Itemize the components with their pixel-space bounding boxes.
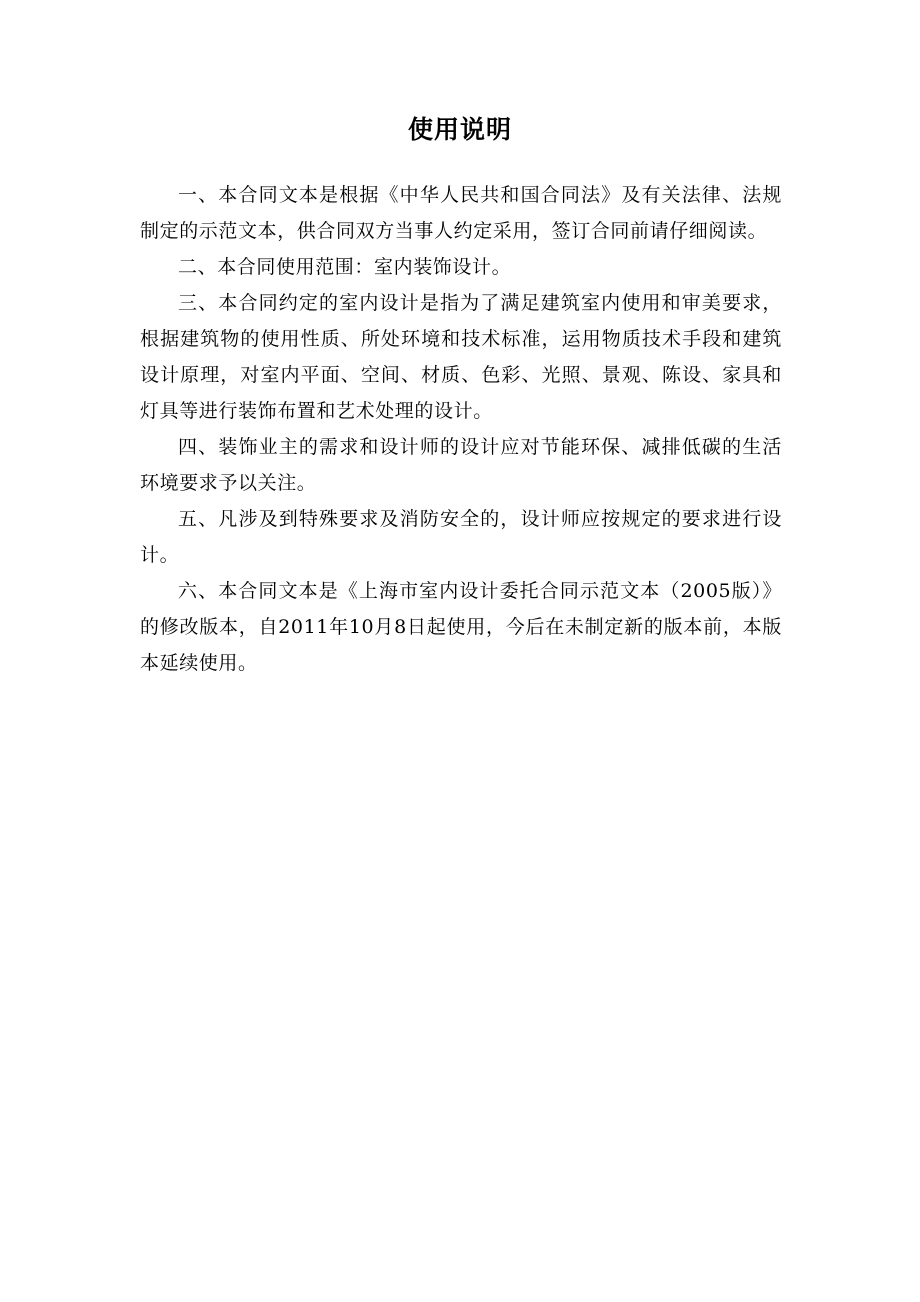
paragraph-1: 一、本合同文本是根据《中华人民共和国合同法》及有关法律、法规制定的示范文本，供合同双方当事人约定采用，签订合同前请仔细阅读。 bbox=[140, 184, 782, 242]
paragraph-6: 六、本合同文本是《上海市室内设计委托合同示范文本（2005版）》的修改版本，自2011年10月8日起使用，今后在未制定新的版本前，本版本延续使用。 bbox=[140, 580, 782, 674]
page-title: 使用说明 bbox=[407, 115, 512, 144]
paragraph-2: 二、本合同使用范围：室内装饰设计。 bbox=[178, 256, 512, 278]
instructions-body bbox=[140, 177, 782, 681]
paragraph-3: 三、本合同约定的室内设计是指为了满足建筑室内使用和审美要求，根据建筑物的使用性质、所处环境和技术标准，运用物质技术手段和建筑设计原理，对室内平面、空间、材质、色彩、光照、景观、陈设、家具和灯具等进行装饰布置和艺术处理的设计。 bbox=[140, 292, 782, 422]
paragraph-5: 五、凡涉及到特殊要求及消防安全的，设计师应按规定的要求进行设计。 bbox=[140, 508, 782, 566]
paragraph-4: 四、装饰业主的需求和设计师的设计应对节能环保、减排低碳的生活环境要求予以关注。 bbox=[140, 436, 782, 494]
